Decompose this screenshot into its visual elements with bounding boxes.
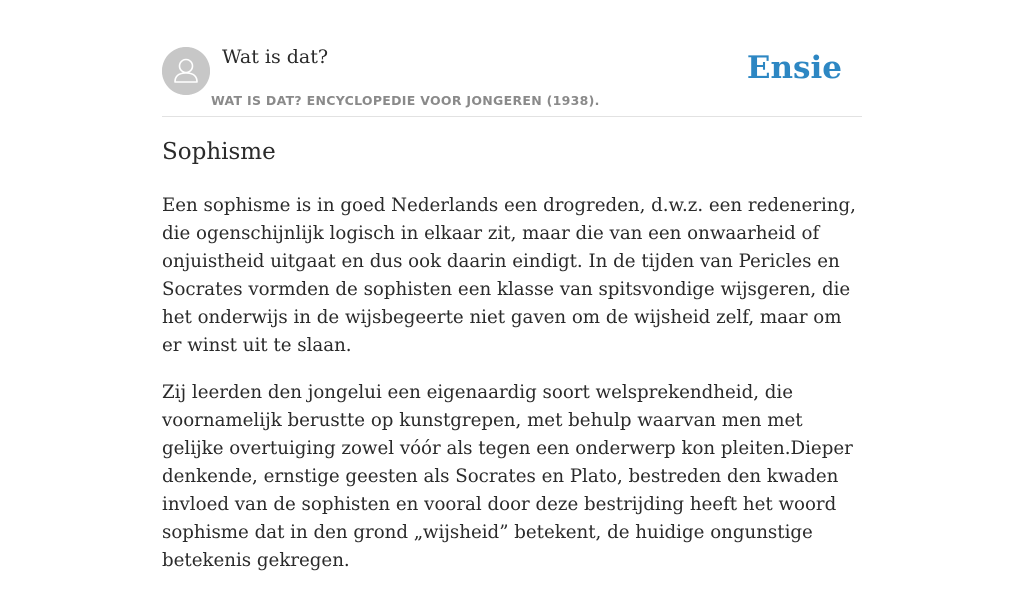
source-name-link[interactable]: Wat is dat? — [222, 46, 329, 68]
brand-logo[interactable]: Ensie — [746, 50, 842, 86]
article-title: Sophisme — [162, 139, 276, 165]
source-subtitle: WAT IS DAT? ENCYCLOPEDIE VOOR JONGEREN (1938). — [211, 93, 600, 108]
article-paragraph: Zij leerden den jongelui een eigenaardig soort welsprekendheid, die voornamelijk berustte op kunstgrepen, met behulp waarvan men met gelijke overtuiging zowel vóór als tegen een onderwerp kon pleiten.Dieper denkende, ernstige geesten als Socrates en Plato, bestreden den kwaden invloed van de sophisten en vooral door deze bestrijding heeft het woord sophisme dat in den grond „wijsheid” betekent, de huidige ongunstige betekenis gekregen. — [162, 382, 853, 571]
avatar-person-icon — [162, 47, 210, 95]
article-paragraph: Een sophisme is in goed Nederlands een drogreden, d.w.z. een redenering, die ogenschijnlijk logisch in elkaar zit, maar die van een onwaarheid of onjuistheid uitgaat en dus ook daarin eindigt. In de tijden van Pericles en Socrates vormden de sophisten een klasse van spitsvondige wijsgeren, die het onderwijs in de wijsbegeerte niet gaven om de wijsheid zelf, maar om er winst uit te slaan. — [162, 195, 856, 356]
page-container — [162, 0, 862, 571]
user-avatar-icon[interactable] — [162, 47, 210, 95]
source-header — [162, 0, 862, 117]
article-body — [162, 192, 862, 594]
